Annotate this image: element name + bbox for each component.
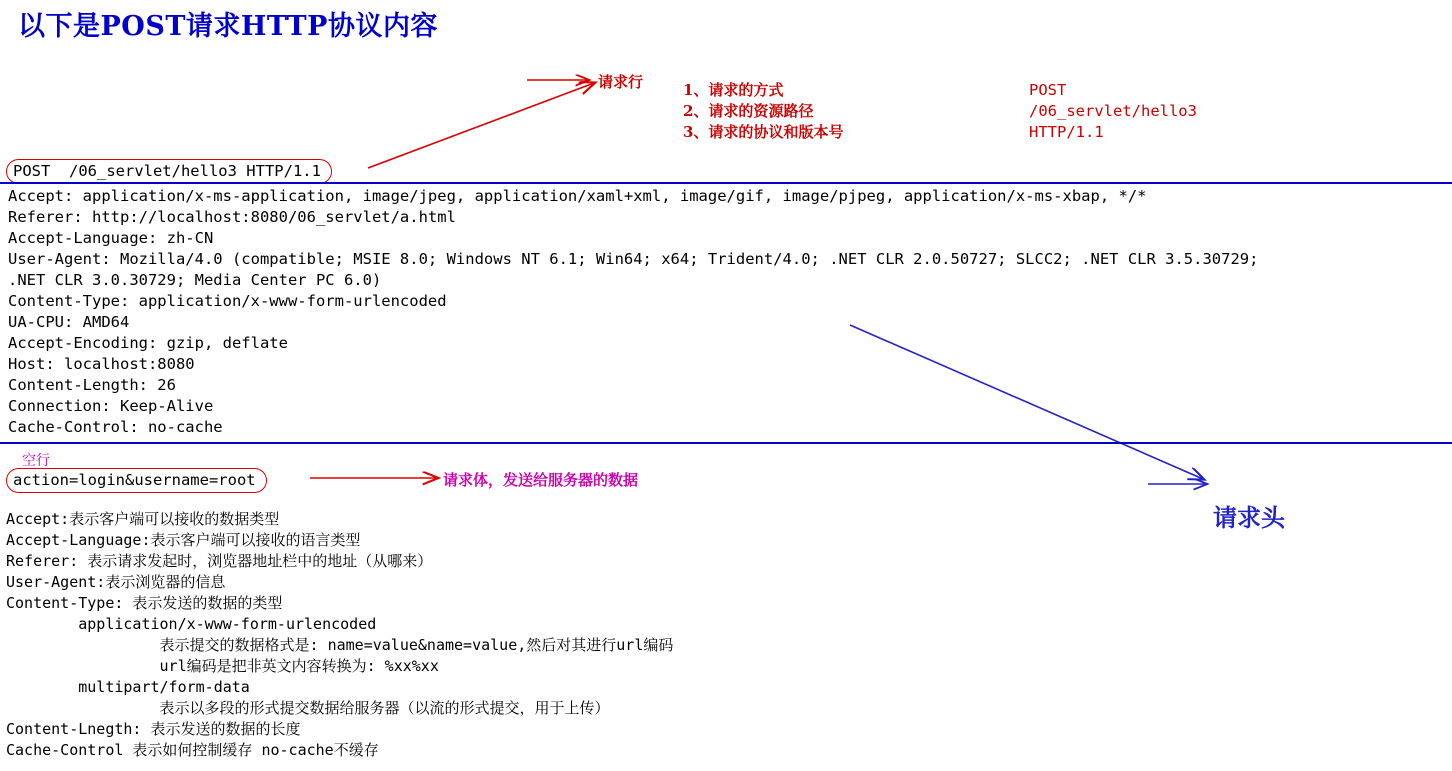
explanation-line: Content-Type: 表示发送的数据的类型 — [6, 594, 283, 612]
header-line: Cache-Control: no-cache — [8, 418, 223, 436]
explanation-line: url编码是把非英文内容转换为: %xx%xx — [6, 657, 439, 675]
numbered-note-1: 1、请求的方式 — [683, 81, 784, 99]
numbered-note-2: 2、请求的资源路径 — [683, 102, 814, 120]
explanation-line: User-Agent:表示浏览器的信息 — [6, 573, 226, 591]
numbered-value-method: POST — [1029, 81, 1067, 99]
header-line: .NET CLR 3.0.30729; Media Center PC 6.0) — [8, 271, 382, 289]
explanation-line: application/x-www-form-urlencoded — [6, 615, 377, 633]
explanation-line: multipart/form-data — [6, 678, 250, 696]
header-line: Accept: application/x-ms-application, image/jpeg, application/xaml+xml, image/gif, image/pjpeg, application/x-ms-xbap, */* — [8, 187, 1147, 205]
explanation-line: 表示以多段的形式提交数据给服务器（以流的形式提交，用于上传） — [6, 699, 610, 717]
annotation-request-head-label: 请求头 — [1213, 503, 1285, 532]
header-line: Content-Type: application/x-www-form-urlencoded — [8, 292, 447, 310]
numbered-note-3: 3、请求的协议和版本号 — [683, 123, 844, 141]
header-line: Connection: Keep-Alive — [8, 397, 214, 415]
annotation-empty-line-label: 空行 — [22, 453, 50, 469]
explanation-line: 表示提交的数据格式是: name=value&name=value,然后对其进行url编码 — [6, 636, 674, 654]
page-title: 以下是POST请求HTTP协议内容 — [18, 11, 438, 42]
header-line: Accept-Language: zh-CN — [8, 229, 214, 247]
annotation-request-body-label: 请求体，发送给服务器的数据 — [443, 471, 639, 489]
explanation-line: Cache-Control 表示如何控制缓存 no-cache不缓存 — [6, 741, 379, 759]
numbered-values-list — [1029, 80, 1197, 143]
header-line: UA-CPU: AMD64 — [8, 313, 130, 331]
request-headers-block — [8, 186, 1448, 438]
numbered-notes-list — [683, 80, 843, 143]
request-line-text: POST /06_servlet/hello3 HTTP/1.1 — [6, 159, 332, 184]
request-body-text: action=login&username=root — [6, 468, 267, 493]
header-line: Content-Length: 26 — [8, 376, 176, 394]
annotation-request-line-label: 请求行 — [598, 73, 644, 91]
explanation-line: Content-Lnegth: 表示发送的数据的长度 — [6, 720, 301, 738]
explanation-line: Accept:表示客户端可以接收的数据类型 — [6, 510, 280, 528]
header-line: Accept-Encoding: gzip, deflate — [8, 334, 288, 352]
header-line: User-Agent: Mozilla/4.0 (compatible; MSIE 8.0; Windows NT 6.1; Win64; x64; Trident/4.0; .NET CLR 2.0.50727; SLCC2; .NET CLR 3.5.30729; — [8, 250, 1259, 268]
explanation-line: Referer: 表示请求发起时，浏览器地址栏中的地址（从哪来） — [6, 552, 433, 570]
header-line: Referer: http://localhost:8080/06_servlet/a.html — [8, 208, 456, 226]
numbered-value-protocol: HTTP/1.1 — [1029, 123, 1104, 141]
explanations-block — [6, 509, 1006, 761]
explanation-line: Accept-Language:表示客户端可以接收的语言类型 — [6, 531, 361, 549]
numbered-value-path: /06_servlet/hello3 — [1029, 102, 1197, 120]
header-line: Host: localhost:8080 — [8, 355, 195, 373]
